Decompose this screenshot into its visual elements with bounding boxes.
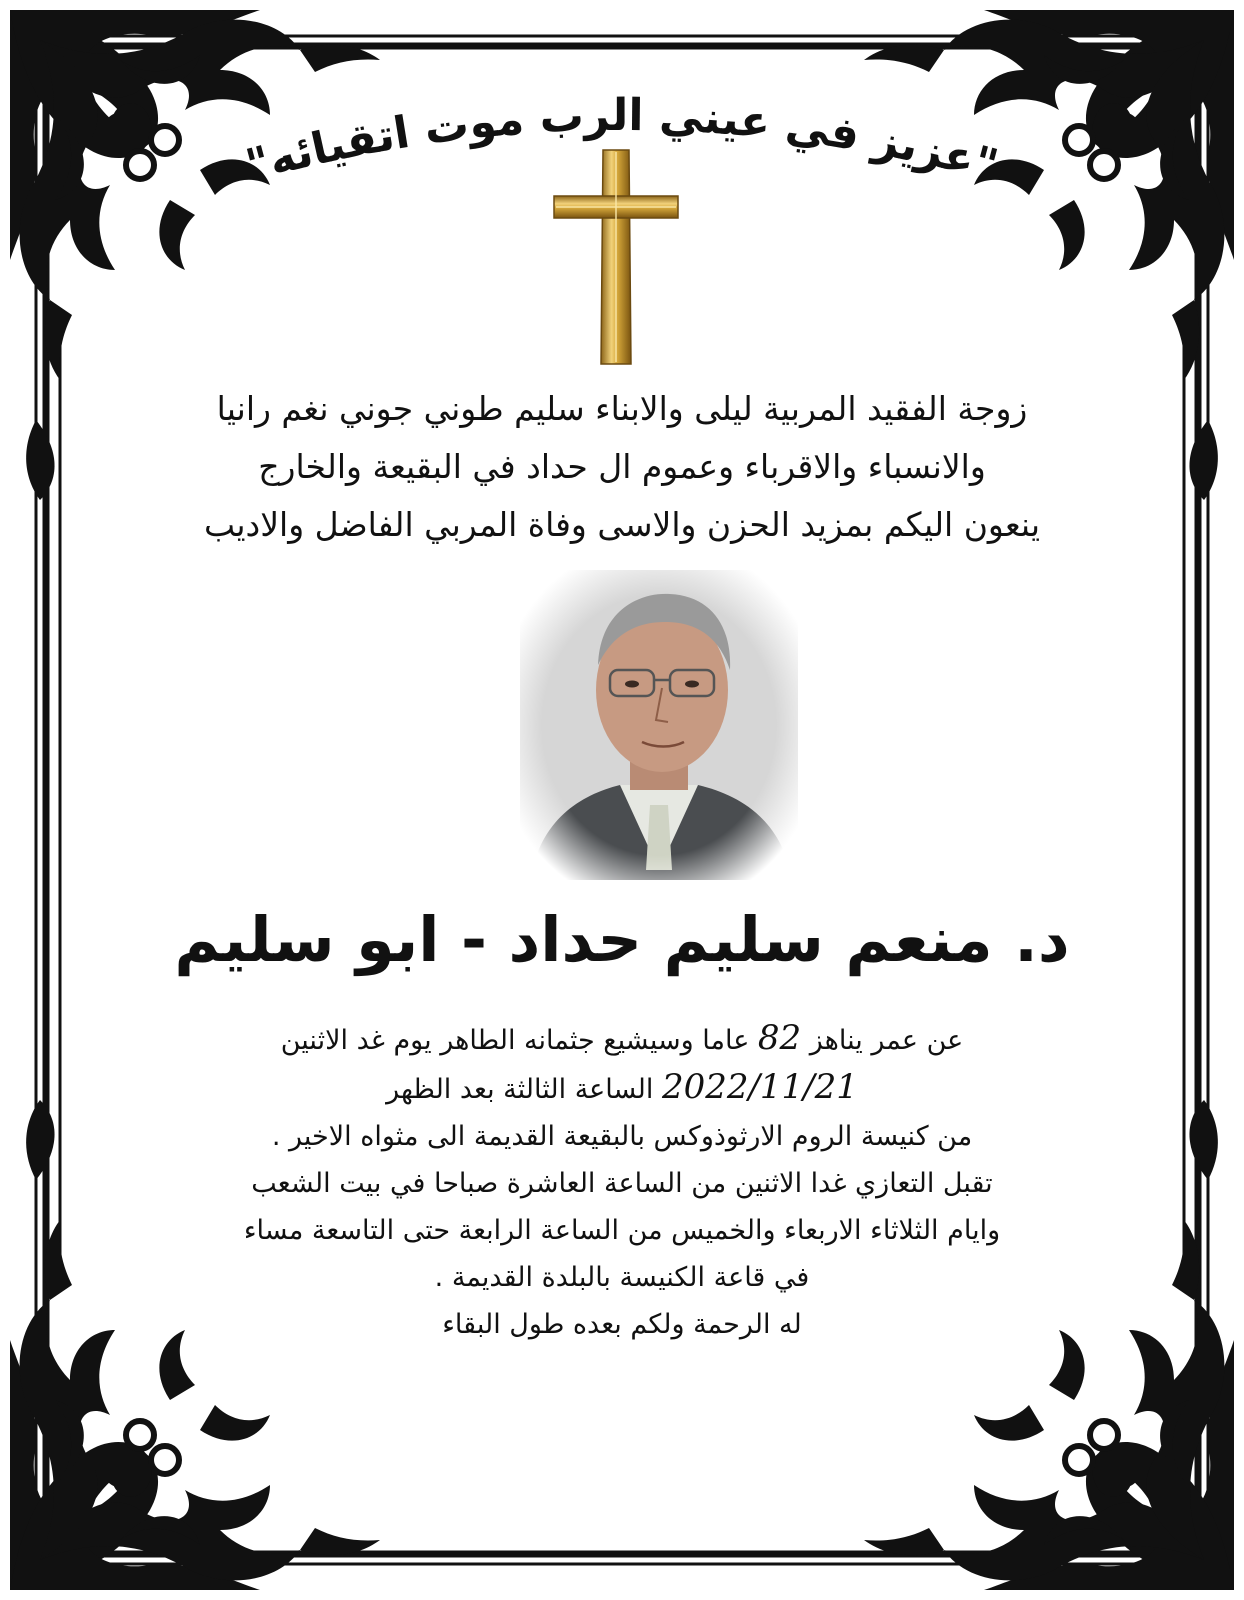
detail-line-days: وايام الثلاثاء الاربعاء والخميس من الساعة الرابعة حتى التاسعة مساء: [243, 1215, 1001, 1246]
deceased-name: د. منعم سليم حداد - ابو سليم: [174, 903, 1070, 976]
family-announcement: [90, 380, 1154, 554]
detail-line-church: من كنيسة الروم الارثوذوكس بالبقيعة القديمة الى مثواه الاخير .: [271, 1121, 973, 1152]
verse-text: "عزيز في عيني الرب موت اتقيائه": [240, 89, 1004, 192]
age-prefix: عن عمر يناهز: [809, 1025, 964, 1056]
age-line: [100, 1015, 1144, 1064]
funeral-details: [100, 1015, 1144, 1348]
detail-line-closing: له الرحمة ولكم بعده طول البقاء: [442, 1309, 802, 1340]
cross-icon: [550, 146, 682, 368]
age-value: 82: [757, 1018, 802, 1058]
funeral-date: 2022/11/21: [661, 1067, 858, 1107]
detail-line-condolences: تقبل التعازي غدا الاثنين من الساعة العاشرة صباحا في بيت الشعب: [251, 1168, 993, 1199]
age-suffix: عاما وسيشيع جثمانه الطاهر يوم غد الاثنين: [280, 1025, 750, 1056]
family-line-3: ينعون اليكم بمزيد الحزن والاسى وفاة المربي الفاضل والاديب: [203, 505, 1041, 544]
date-line: [100, 1064, 1144, 1113]
funeral-time: الساعة الثالثة بعد الظهر: [386, 1074, 654, 1105]
detail-line-hall: في قاعة الكنيسة بالبلدة القديمة .: [434, 1262, 810, 1293]
family-line-1: زوجة الفقيد المربية ليلى والابناء سليم طوني جوني نغم رانيا: [216, 389, 1028, 428]
deceased-portrait: [520, 570, 798, 880]
family-line-2: والانسباء والاقرباء وعموم ال حداد في البقيعة والخارج: [258, 447, 986, 486]
